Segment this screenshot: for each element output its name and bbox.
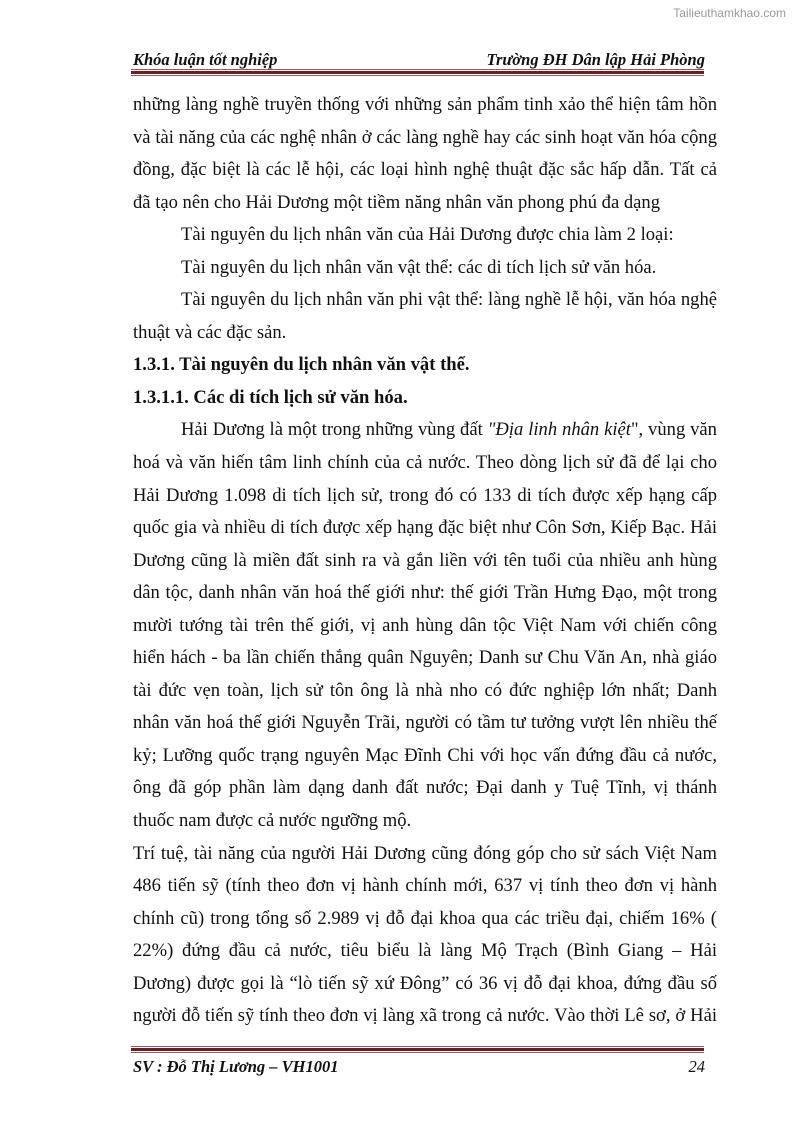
text-line [133,414,717,447]
text-line [133,870,717,903]
text-span: hoá và văn hiến tâm linh chính của cả nước. Theo dòng lịch sử đã để lại cho [133,452,717,474]
text-line [133,187,717,220]
text-span: Hải Dương là một trong những vùng đất [181,419,488,441]
text-span: dân tộc, danh nhân văn hoá thế giới như: thế giới Trần Hưng Đạo, một trong [133,582,717,604]
text-line [133,740,717,773]
text-span: mười tướng tài trên thế giới, vị anh hùng dân tộc Việt Nam với chiến công [133,614,717,636]
section-heading [133,382,717,415]
text-span: đồng, đặc biệt là các lễ hội, các loại hình nghệ thuật đặc sắc hấp dẫn. Tất cả [133,159,717,181]
watermark: Tailieuthamkhao.com [673,6,786,20]
text-line [133,968,717,1001]
text-span: 22%) đứng đầu cả nước, tiêu biểu là làng Mộ Trạch (Bình Giang – Hải [133,940,717,962]
text-line [133,284,717,317]
text-line [133,545,717,578]
text-span: 486 tiến sỹ (tính theo đơn vị hành chính mới, 637 vị tính theo đơn vị hành [133,875,717,897]
text-span: người đỗ tiến sỹ tính theo đơn vị làng xã trong cả nước. Vào thời Lê sơ, ở Hải [133,1005,717,1027]
text-line [133,219,717,252]
text-line [133,610,717,643]
text-span: chính cũ) trong tổng số 2.989 vị đỗ đại khoa qua các triều đại, chiếm 16% ( [133,907,717,929]
text-line [133,642,717,675]
text-line [133,252,717,285]
text-span: thuật và các đặc sản. [133,321,287,343]
text-span: 1.3.1.1. Các di tích lịch sử văn hóa. [133,386,408,408]
text-line [133,317,717,350]
text-span: Hải Dương 1.098 di tích lịch sử, trong đó có 133 di tích được xếp hạng cấp [133,484,717,506]
text-line [133,675,717,708]
text-line [133,89,717,122]
text-span: nhân văn hoá thế giới Nguyễn Trãi, người có tầm tư tưởng vượt lên nhiều thế [133,712,717,734]
page-number: 24 [688,1057,705,1076]
text-span: đã tạo nên cho Hải Dương một tiềm năng nhân văn phong phú đa dạng [133,191,660,213]
footer-rule [131,1046,704,1053]
text-span: hiển hách - ba lần chiến thắng quân Nguyên; Danh sư Chu Văn An, nhà giáo [133,647,717,669]
italic-quote: "Địa linh nhân kiệt [487,419,631,441]
text-line [133,772,717,805]
text-line [133,1000,717,1033]
text-line [133,935,717,968]
header-left-title: Khóa luận tốt nghiệp [133,50,278,69]
text-span: kỷ; Lưỡng quốc trạng nguyên Mạc Đĩnh Chi với học vấn đứng đầu cả nước, [133,744,717,766]
text-line [133,154,717,187]
text-span: Dương cũng là miền đất sinh ra và gắn liền với tên tuổi của nhiều anh hùng [133,549,717,571]
page-body [133,89,717,1033]
text-span: Dương) được gọi là “lò tiến sỹ xứ Đông” có 36 vị đỗ đại khoa, đứng đầu số [133,972,717,994]
text-span: ông đã góp phần làm dạng danh đất nước; Đại danh y Tuệ Tĩnh, vị thánh [133,777,717,799]
text-span: những làng nghề truyền thống với những sản phẩm tinh xảo thể hiện tâm hồn [133,94,717,115]
text-line [133,838,717,871]
text-line [133,122,717,155]
text-span: Tài nguyên du lịch nhân văn phi vật thể: làng nghề lễ hội, văn hóa nghệ [181,289,717,311]
text-line [133,480,717,513]
text-span: tài đức vẹn toàn, lịch sử tôn ông là nhà nho có đức nghiệp lớn nhất; Danh [133,679,717,701]
text-span: quốc gia và nhiều di tích được xếp hạng đặc biệt như Côn Sơn, Kiếp Bạc. Hải [133,517,717,539]
footer-author: SV : Đỗ Thị Lương – VH1001 [133,1057,339,1076]
text-span: Tài nguyên du lịch nhân văn vật thể: các di tích lịch sử văn hóa. [181,256,657,278]
text-line [133,512,717,545]
header-rule [131,69,704,76]
text-line [133,903,717,936]
text-line [133,707,717,740]
text-span: ", vùng văn [630,419,717,441]
header-right-title: Trường ĐH Dân lập Hải Phòng [486,50,705,69]
text-span: Tài nguyên du lịch nhân văn của Hải Dương được chia làm 2 loại: [181,224,674,246]
text-line [133,447,717,480]
section-heading [133,349,717,382]
text-span: thuốc nam được cả nước ngưỡng mộ. [133,810,412,832]
text-line [133,577,717,610]
text-span: và tài năng của các nghệ nhân ở các làng nghề hay các sinh hoạt văn hóa cộng [133,126,717,148]
text-span: 1.3.1. Tài nguyên du lịch nhân văn vật thể. [133,354,470,376]
text-line [133,805,717,838]
text-span: Trí tuệ, tài năng của người Hải Dương cũng đóng góp cho sử sách Việt Nam [133,842,717,864]
